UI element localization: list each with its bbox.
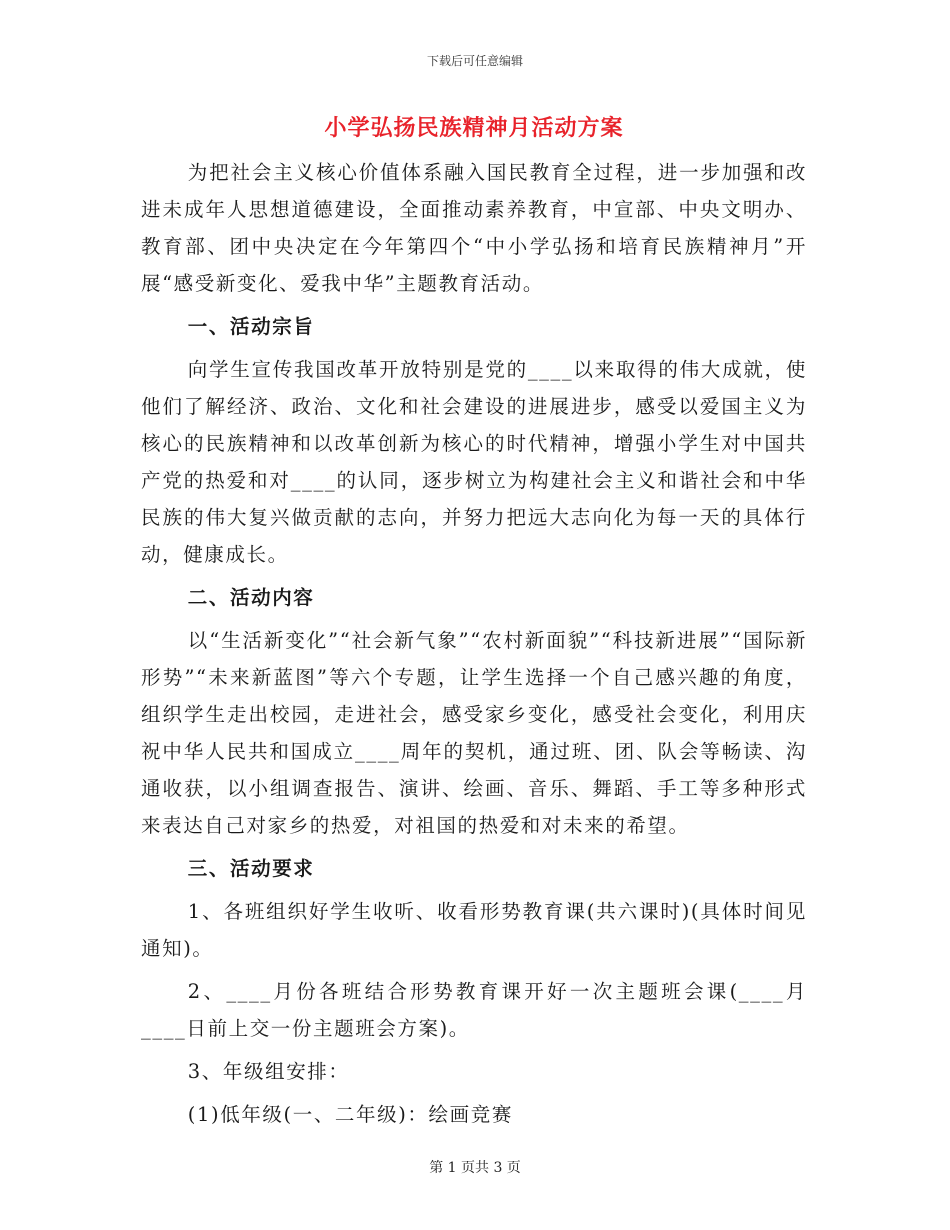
section-heading-purpose: 一、活动宗旨 xyxy=(187,315,315,338)
section-body-purpose: 向学生宣传我国改革开放特别是党的____以来取得的伟大成就，使他们了解经济、政治、文化和社会建设的进展进步，感受以爱国主义为核心的民族精神和以改革创新为核心的时代精神，增强小学生对中国共产党的热爱和对____的认同，逐步树立为构建社会主义和谐社会和中华民族的伟大复兴做贡献的志向，并努力把远大志向化为每一天的具体行动，健康成长。 xyxy=(141,358,807,566)
requirement-item-2: 2、____月份各班结合形势教育课开好一次主题班会课(____月____日前上交一份主题班会方案)。 xyxy=(141,980,807,1040)
section-body-content: 以“生活新变化”“社会新气象”“农村新面貌”“科技新进展”“国际新形势”“未来新蓝图”等六个专题，让学生选择一个自己感兴趣的角度，组织学生走出校园，走进社会，感受家乡变化，感受社会变化，利用庆祝中华人民共和国成立____周年的契机，通过班、团、队会等畅读、沟通收获，以小组调查报告、演讲、绘画、音乐、舞蹈、手工等多种形式来表达自己对家乡的热爱，对祖国的热爱和对未来的希望。 xyxy=(141,629,807,837)
section-heading-content: 二、活动内容 xyxy=(187,586,315,609)
requirement-item-3: 3、年级组安排： xyxy=(187,1060,350,1083)
document-body xyxy=(141,108,807,1139)
section-heading-requirements: 三、活动要求 xyxy=(187,857,315,880)
requirement-item-1: 1、各班组织好学生收听、收看形势教育课(共六课时)(具体时间见通知)。 xyxy=(141,900,807,960)
page-footer-pagination: 第 1 页共 3 页 xyxy=(429,1160,521,1176)
page-header-note: 下载后可任意编辑 xyxy=(426,54,523,68)
document-title: 小学弘扬民族精神月活动方案 xyxy=(324,115,624,141)
requirement-item-3-1: (1)低年级(一、二年级)：绘画竞赛 xyxy=(187,1103,513,1126)
intro-paragraph: 为把社会主义核心价值体系融入国民教育全过程，进一步加强和改进未成年人思想道德建设，全面推动素养教育，中宣部、中央文明办、教育部、团中央决定在今年第四个“中小学弘扬和培育民族精神月”开展“感受新变化、爱我中华”主题教育活动。 xyxy=(141,161,807,295)
